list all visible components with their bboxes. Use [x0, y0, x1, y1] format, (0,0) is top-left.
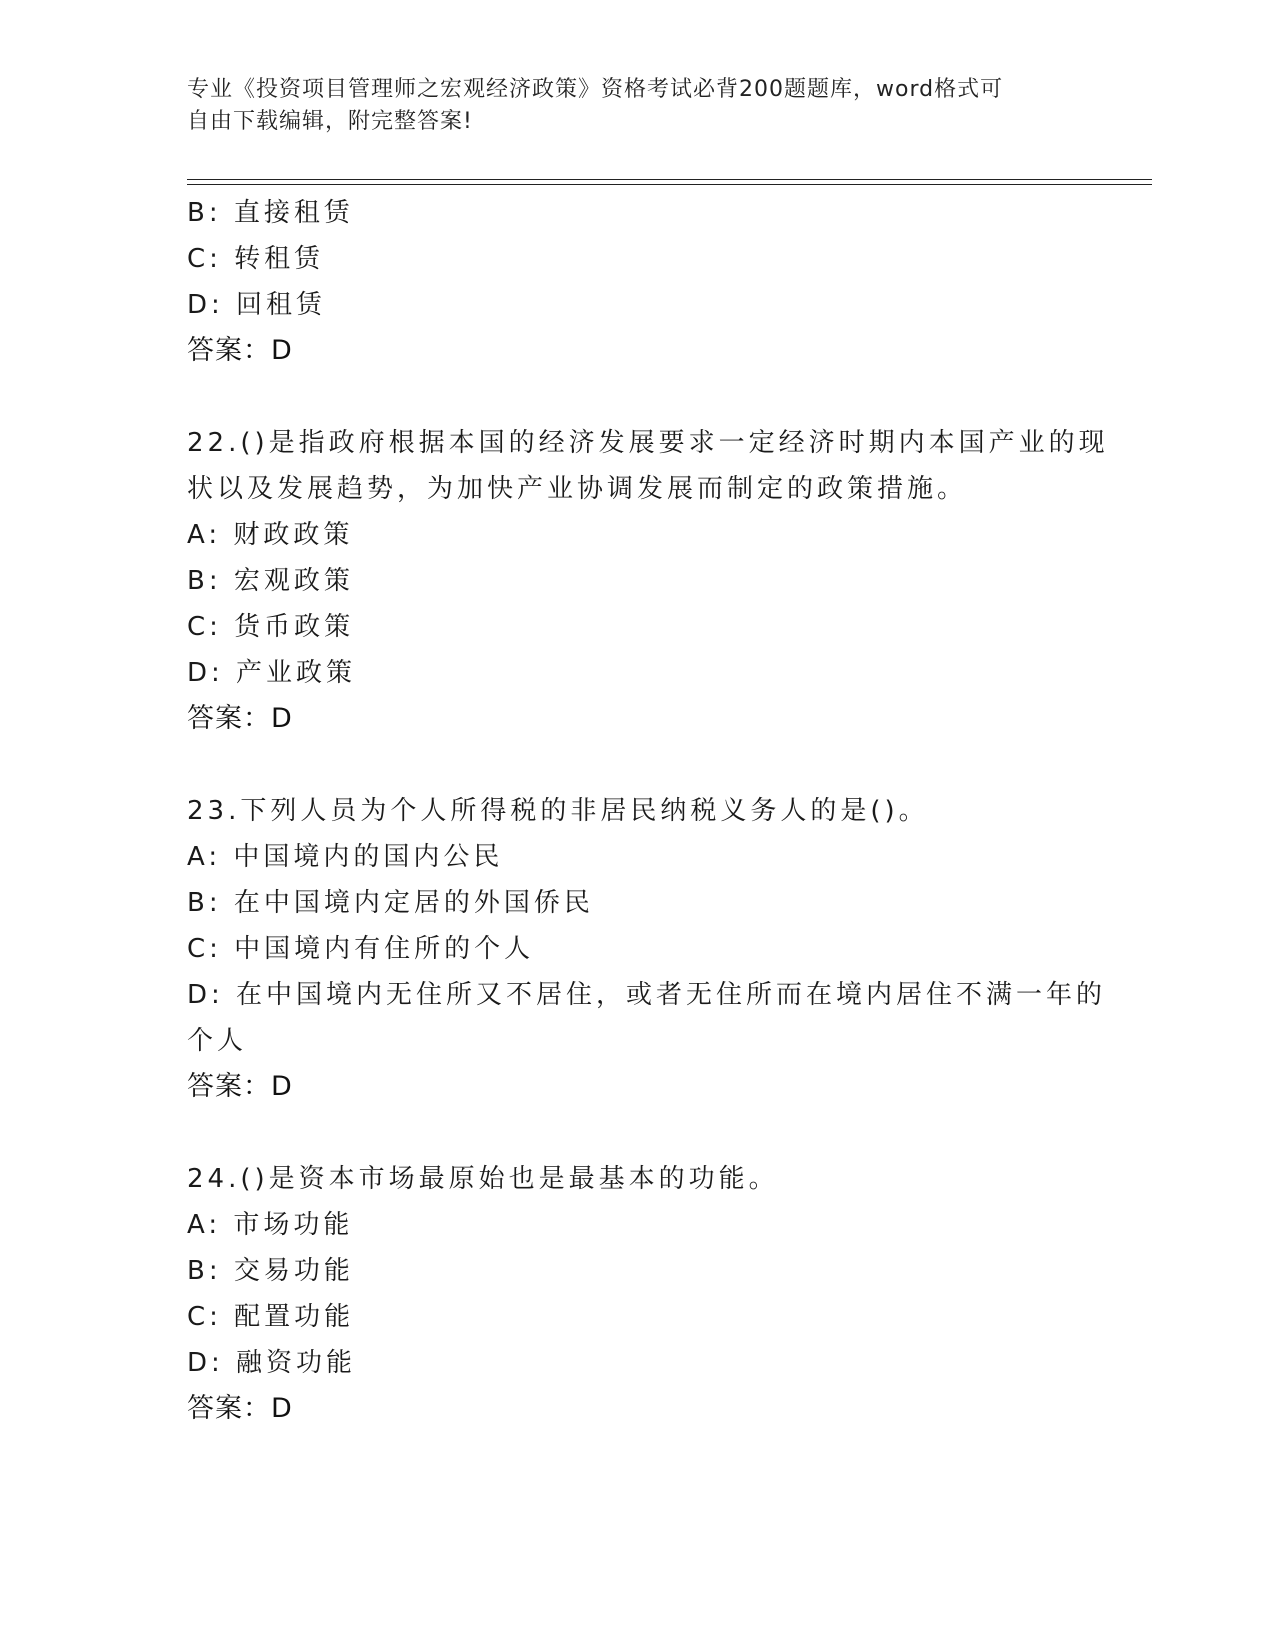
answer: 答案：D	[187, 335, 293, 366]
option-b: B: 直接租赁	[187, 198, 354, 228]
option-d-line-2: 个人	[187, 1026, 248, 1056]
question-stem-line-2: 状以及发展趋势，为加快产业协调发展而制定的政策措施。	[187, 474, 968, 504]
option-c: C: 货币政策	[187, 612, 355, 642]
option-a: A: 市场功能	[187, 1210, 354, 1240]
spacer	[187, 742, 1087, 788]
answer: 答案：D	[187, 1071, 293, 1102]
answer: 答案：D	[187, 1393, 293, 1424]
option-d-line-1: D: 在中国境内无住所又不居住，或者无住所而在境内居住不满一年的	[187, 980, 1107, 1010]
option-b: B: 交易功能	[187, 1256, 354, 1286]
header-line-1: 专业《投资项目管理师之宏观经济政策》资格考试必背200题题库，word格式可	[187, 77, 1004, 102]
answer: 答案：D	[187, 703, 293, 734]
option-b: B: 宏观政策	[187, 566, 354, 596]
option-c: C: 转租赁	[187, 244, 325, 274]
option-c: C: 中国境内有住所的个人	[187, 934, 535, 964]
option-a: A: 财政政策	[187, 520, 354, 550]
question-stem-line-1: 22.()是指政府根据本国的经济发展要求一定经济时期内本国产业的现	[187, 428, 1109, 458]
question-24	[187, 1156, 1087, 1432]
option-d: D: 融资功能	[187, 1348, 357, 1378]
question-22	[187, 420, 1109, 742]
document-header	[187, 74, 1067, 138]
option-a: A: 中国境内的国内公民	[187, 842, 504, 872]
header-divider-bottom	[187, 184, 1152, 185]
option-b: B: 在中国境内定居的外国侨民	[187, 888, 594, 918]
option-d: D: 回租赁	[187, 290, 327, 320]
question-21-tail	[187, 190, 1087, 374]
question-stem: 23.下列人员为个人所得税的非居民纳税义务人的是()。	[187, 796, 929, 826]
option-d: D: 产业政策	[187, 658, 357, 688]
header-line-2: 自由下载编辑，附完整答案!	[187, 109, 473, 134]
spacer	[187, 1110, 1087, 1156]
header-divider-top	[187, 179, 1152, 180]
question-content	[187, 190, 1109, 1432]
spacer	[187, 374, 1087, 420]
question-stem: 24.()是资本市场最原始也是最基本的功能。	[187, 1164, 779, 1194]
question-23	[187, 788, 1107, 1110]
option-c: C: 配置功能	[187, 1302, 355, 1332]
